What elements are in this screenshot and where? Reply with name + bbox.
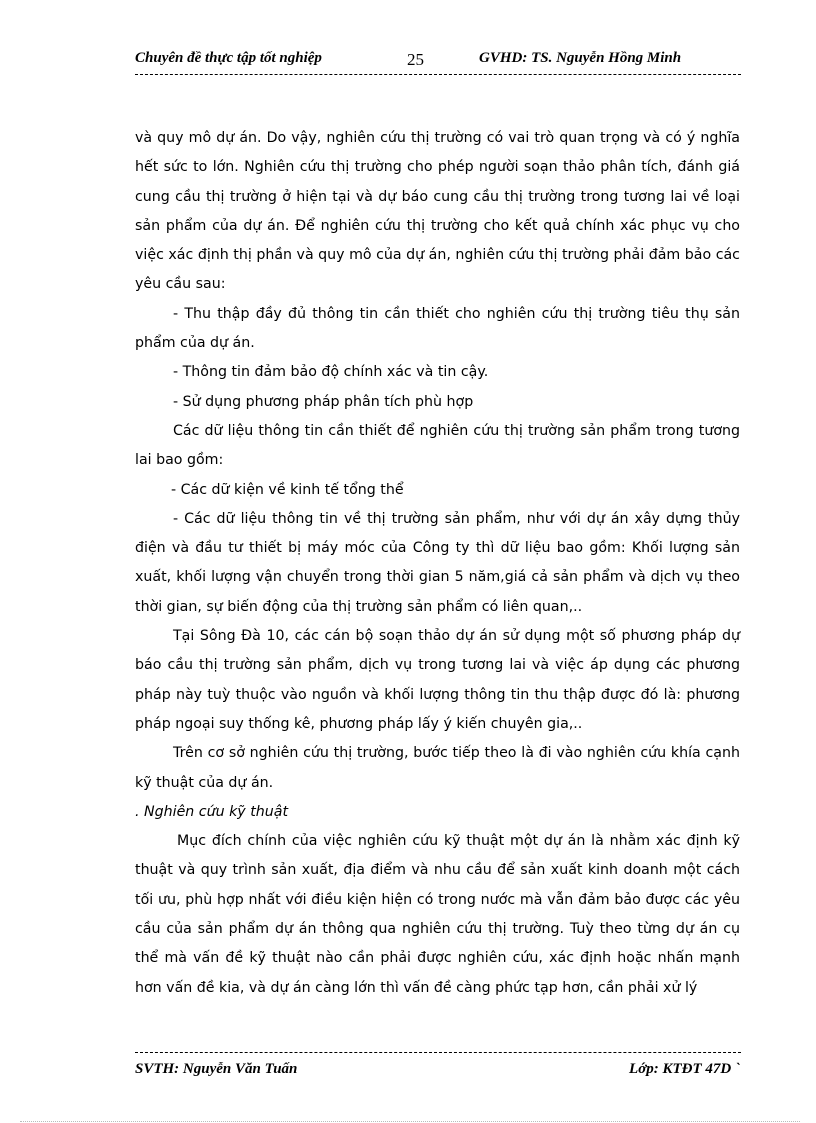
paragraph: - Thông tin đảm bảo độ chính xác và tin cậy. [173,364,489,381]
page-number: 25 [407,50,424,69]
paragraph: và quy mô dự án. Do vậy, nghiên cứu thị trường có vai trò quan trọng và có ý nghĩa hết sức to lớn. Nghiên cứu thị trường cho phép người soạn thảo phân tích, đánh giá cung cầu thị trường ở hiện tại và dự báo cung cầu thị trường trong tương lai về loại sản phẩm của dự án. Để nghiên cứu thị trường cho kết quả chính xác phục vụ cho việc xác định thị phần và quy mô của dự án, nghiên cứu thị trường phải đảm bảo các yêu cầu sau: [135,130,740,293]
header-supervisor: GVHD: TS. Nguyễn Hồng Minh [479,50,682,66]
paragraph: - Sử dụng phương pháp phân tích phù hợp [173,393,474,410]
footer-student: SVTH: Nguyễn Văn Tuấn [135,1061,298,1077]
page-footer [135,1061,740,1085]
paragraph: Các dữ liệu thông tin cần thiết để nghiên cứu thị trường sản phẩm trong tương lai bao gồm: [135,422,740,469]
section-heading: . Nghiên cứu kỹ thuật [135,803,289,820]
header-title: Chuyên đề thực tập tốt nghiệp [135,50,322,66]
paragraph: - Các dữ liệu thông tin về thị trường sản phẩm, như với dự án xây dựng thủy điện và đầu tư thiết bị máy móc của Công ty thì dữ liệu bao gồm: Khối lượng sản xuất, khối lượng vận chuyển trong thời gian 5 năm,giá cả sản phẩm và dịch vụ theo thời gian, sự biến động của thị trường sản phẩm có liên quan,.. [135,510,740,615]
page-edge [20,1121,800,1122]
footer-rule [135,1052,741,1053]
paragraph: Trên cơ sở nghiên cứu thị trường, bước tiếp theo là đi vào nghiên cứu khía cạnh kỹ thuật của dự án. [135,745,740,791]
page-header [135,48,740,74]
body-text [135,124,740,1003]
paragraph: Mục đích chính của việc nghiên cứu kỹ thuật một dự án là nhằm xác định kỹ thuật và quy trình sản xuất, địa điểm và nhu cầu để sản xuất kinh doanh một cách tối ưu, phù hợp nhất với điều kiện hiện có trong nước mà vẫn đảm bảo được các yêu cầu của sản phẩm dự án thông qua nghiên cứu thị trường. Tuỳ theo từng dự án cụ thể mà vấn đề kỹ thuật nào cần phải được nghiên cứu, xác định hoặc nhấn mạnh hơn vấn đề kia, và dự án càng lớn thì vấn đề càng phức tạp hơn, cần phải xử lý [135,833,740,996]
footer-class: Lớp: KTĐT 47D ` [629,1061,740,1077]
paragraph: - Thu thập đầy đủ thông tin cần thiết cho nghiên cứu thị trường tiêu thụ sản phẩm của dự án. [135,305,740,352]
paragraph: Tại Sông Đà 10, các cán bộ soạn thảo dự án sử dụng một số phương pháp dự báo cầu thị trường sản phẩm, dịch vụ trong tương lai và việc áp dụng các phương pháp này tuỳ thuộc vào nguồn và khối lượng thông tin thu thập được đó là: phương pháp ngoại suy thống kê, phương pháp lấy ý kiến chuyên gia,.. [135,628,740,732]
header-rule [135,74,741,75]
paragraph: - Các dữ kiện về kinh tế tổng thể [171,481,404,498]
